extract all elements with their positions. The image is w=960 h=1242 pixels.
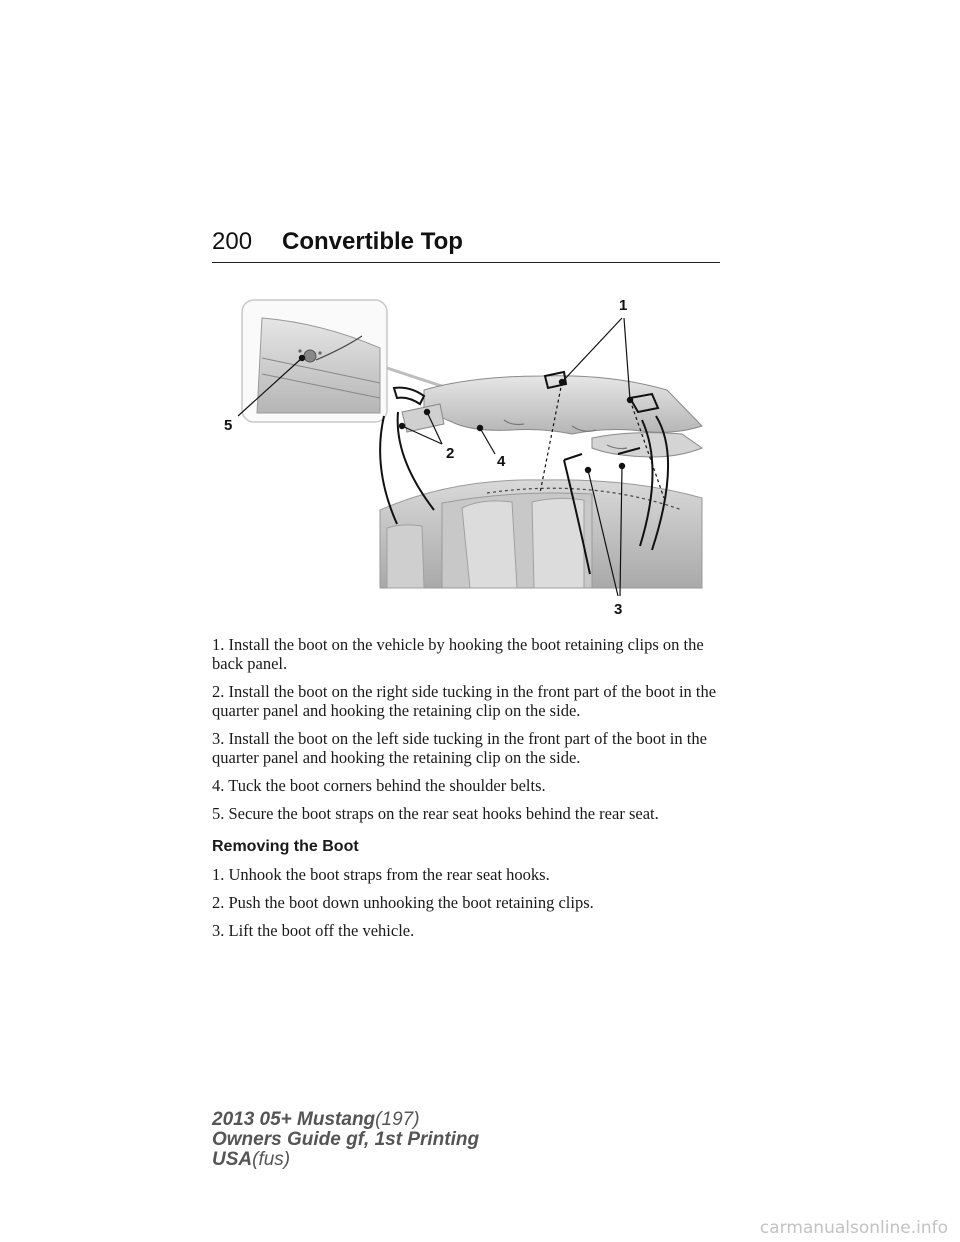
removing-step: 1. Unhook the boot straps from the rear seat hooks. <box>212 865 550 884</box>
footer-market-code: (fus) <box>252 1149 291 1170</box>
install-step: 1. Install the boot on the vehicle by hooking the boot retaining clips on the back panel. <box>212 635 704 673</box>
boot-installation-figure <box>212 288 722 624</box>
callout-4: 4 <box>497 453 506 470</box>
removing-step: 3. Lift the boot off the vehicle. <box>212 921 415 940</box>
instructions-body <box>212 635 724 949</box>
install-step: 2. Install the boot on the right side tucking in the front part of the boot in the quarter panel and hooking the retaining clip on the side. <box>212 682 717 720</box>
install-step: 5. Secure the boot straps on the rear seat hooks behind the rear seat. <box>212 804 659 823</box>
section-title: Convertible Top <box>282 228 463 255</box>
footer-line-3 <box>212 1150 479 1170</box>
document-footer <box>212 1110 479 1170</box>
footer-market: USA <box>212 1149 253 1170</box>
footer-model: 2013 05+ Mustang <box>212 1109 376 1130</box>
callout-5: 5 <box>224 417 233 434</box>
footer-line-1 <box>212 1110 479 1130</box>
footer-guide: Owners Guide gf, 1st Printing <box>212 1129 480 1150</box>
callout-3: 3 <box>614 601 623 618</box>
footer-line-2 <box>212 1130 479 1150</box>
install-step: 3. Install the boot on the left side tucking in the front part of the boot in the quarter panel and hooking the retaining clip on the side. <box>212 729 707 767</box>
page-number: 200 <box>212 228 253 255</box>
car-illustration <box>380 372 702 588</box>
detail-inset <box>242 300 387 422</box>
removing-step: 2. Push the boot down unhooking the boot retaining clips. <box>212 893 594 912</box>
callout-2: 2 <box>446 445 455 462</box>
callout-1: 1 <box>619 297 628 314</box>
removing-heading: Removing the Boot <box>212 838 359 855</box>
page-header <box>212 228 720 263</box>
footer-page-ref: (197) <box>375 1109 420 1130</box>
watermark: carmanualsonline.info <box>759 1218 948 1238</box>
install-step: 4. Tuck the boot corners behind the shoulder belts. <box>212 776 546 795</box>
